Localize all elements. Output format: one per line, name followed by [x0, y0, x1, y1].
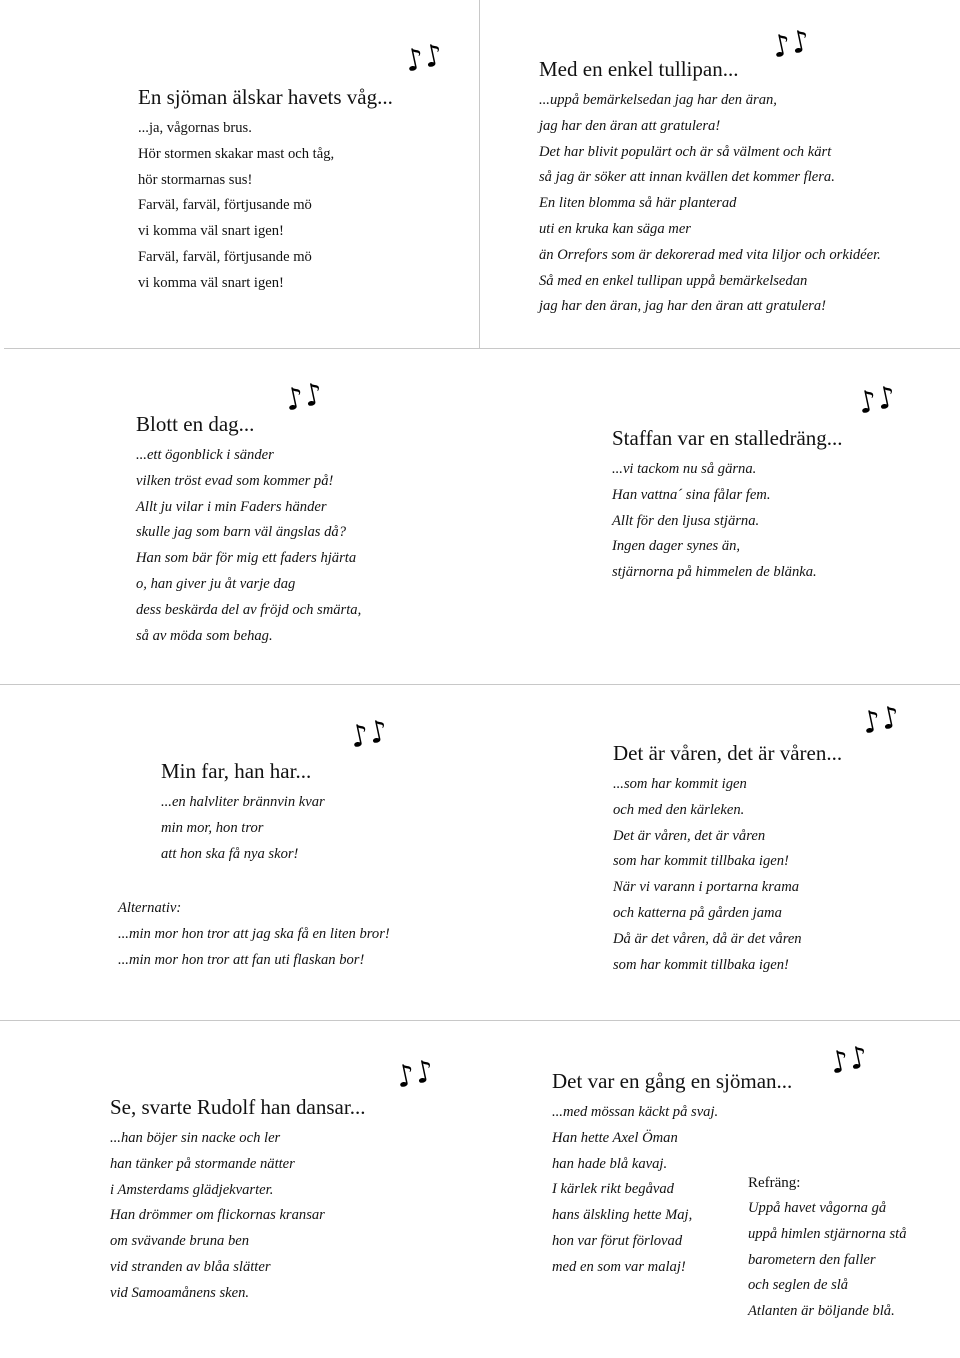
song-line: ...ja, vågornas brus. — [138, 120, 252, 136]
song-line: med en som var malaj! — [552, 1258, 686, 1275]
song-line: Då är det våren, då är det våren — [613, 930, 802, 947]
song-line: så av möda som behag. — [136, 627, 273, 644]
song-line: ...min mor hon tror att fan uti flaskan bor! — [118, 951, 365, 968]
song-line: jag har den äran att gratulera! — [539, 117, 721, 134]
song-title: Med en enkel tullipan... — [539, 57, 739, 81]
song-line: Så med en enkel tullipan uppå bemärkelsedan — [539, 272, 808, 289]
song-lines — [612, 457, 843, 586]
song-line: När vi varann i portarna krama — [613, 879, 800, 896]
song-line: jag har den äran, jag har den äran att gratulera! — [539, 298, 827, 315]
song-line: ...vi tackom nu så gärna. — [612, 461, 757, 477]
song-line: så jag är söker att innan kvällen det kommer flera. — [539, 169, 835, 186]
song-title: Det är våren, det är våren... — [613, 741, 843, 765]
song-line: I kärlek rikt begåvad — [552, 1181, 674, 1198]
music-notes-icon: ♪♪ — [401, 37, 447, 80]
song-line: ...med mössan käckt på svaj. — [552, 1104, 719, 1120]
song-line: Farväl, farväl, förtjusande mö — [138, 248, 312, 265]
song-line: dess beskärda del av fröjd och smärta, — [136, 601, 362, 618]
song-line: och seglen de slå — [748, 1277, 849, 1294]
song-line: ...uppå bemärkelsedan jag har den äran, — [539, 92, 777, 108]
song-card-sjoman — [138, 84, 393, 297]
song-line: än Orrefors som är dekorerad med vita liljor och orkidéer. — [539, 246, 881, 263]
song-line: hon var förut förlovad — [552, 1232, 683, 1249]
alternative-block — [118, 896, 390, 973]
music-notes-icon: ♪♪ — [392, 1053, 438, 1096]
song-line: vid stranden av blåa slätter — [110, 1258, 271, 1275]
song-line: Han drömmer om flickornas kransar — [110, 1207, 325, 1224]
song-line: En liten blomma så här planterad — [539, 195, 737, 212]
song-line: ...ett ögonblick i sänder — [136, 447, 274, 463]
song-line: Han vattna´ sina fålar fem. — [612, 486, 771, 503]
song-line: ...en halvliter brännvin kvar — [161, 794, 325, 810]
alternative-label: Alternativ: — [118, 900, 182, 916]
song-line: och katterna på gården jama — [613, 904, 782, 921]
song-lines — [161, 790, 325, 867]
song-line: som har kommit tillbaka igen! — [613, 853, 789, 870]
song-title: Min far, han har... — [161, 759, 312, 783]
song-line: vi komma väl snart igen! — [138, 223, 284, 240]
song-lines — [136, 443, 361, 649]
song-line: Det har blivit populärt och är så välment och kärt — [539, 143, 832, 160]
song-lines — [110, 1126, 365, 1307]
song-line: ...han böjer sin nacke och ler — [110, 1130, 281, 1146]
song-line: vilken tröst evad som kommer på! — [136, 472, 334, 489]
song-line: ...min mor hon tror att jag ska få en liten bror! — [118, 925, 390, 942]
song-card-varen — [613, 740, 842, 978]
song-line: Farväl, farväl, förtjusande mö — [138, 197, 312, 214]
song-title: Det var en gång en sjöman... — [552, 1069, 793, 1093]
music-notes-icon: ♪♪ — [854, 379, 900, 422]
song-line: Uppå havet vågorna gå — [748, 1200, 887, 1216]
music-notes-icon: ♪♪ — [858, 699, 904, 742]
song-line: Det är våren, det är våren — [613, 827, 766, 844]
song-line: i Amsterdams glädjekvarter. — [110, 1181, 274, 1198]
music-notes-icon: ♪♪ — [768, 23, 814, 66]
song-title: Staffan var en stalledräng... — [612, 426, 843, 450]
song-line: skulle jag som barn väl ängslas då? — [136, 524, 346, 541]
divider-horizontal-1 — [4, 348, 960, 349]
refrain-block — [748, 1170, 907, 1325]
song-line: uppå himlen stjärnorna stå — [748, 1225, 907, 1242]
music-notes-icon: ♪♪ — [281, 376, 327, 419]
song-line: och med den kärleken. — [613, 801, 745, 818]
song-card-staffan — [612, 425, 843, 586]
song-line: Hör stormen skakar mast och tåg, — [138, 145, 335, 162]
refrain-lines — [748, 1196, 907, 1325]
song-line: o, han giver ju åt varje dag — [136, 575, 296, 592]
song-line: Ingen dager synes än, — [612, 538, 741, 555]
music-notes-icon: ♪♪ — [346, 713, 392, 756]
song-line: att hon ska få nya skor! — [161, 845, 299, 862]
song-line: hör stormarnas sus! — [138, 171, 253, 188]
song-line: uti en kruka kan säga mer — [539, 220, 691, 237]
song-line: han tänker på stormande nätter — [110, 1155, 295, 1172]
song-line: hans älskling hette Maj, — [552, 1207, 693, 1224]
song-lines — [613, 772, 842, 978]
refrain-label: Refräng: — [748, 1175, 801, 1191]
song-line: Allt för den ljusa stjärna. — [612, 512, 760, 529]
song-line: stjärnorna på himmelen de blänka. — [612, 564, 817, 581]
song-line: Atlanten är böljande blå. — [748, 1303, 895, 1320]
song-title: En sjöman älskar havets våg... — [138, 85, 393, 109]
song-title: Se, svarte Rudolf han dansar... — [110, 1095, 366, 1119]
song-line: han hade blå kavaj. — [552, 1155, 668, 1172]
song-line: Han som bär för mig ett faders hjärta — [136, 550, 357, 567]
song-card-rudolf — [110, 1094, 365, 1307]
song-title: Blott en dag... — [136, 412, 255, 436]
song-line: min mor, hon tror — [161, 819, 264, 836]
song-line: barometern den faller — [748, 1251, 876, 1268]
song-lines — [138, 116, 393, 297]
music-notes-icon: ♪♪ — [826, 1039, 872, 1082]
song-line: Han hette Axel Öman — [552, 1129, 678, 1146]
alternative-lines — [118, 922, 390, 974]
divider-horizontal-3 — [0, 1020, 960, 1021]
song-line: om svävande bruna ben — [110, 1233, 250, 1250]
song-line: Allt ju vilar i min Faders händer — [136, 498, 327, 515]
song-line: som har kommit tillbaka igen! — [613, 956, 789, 973]
song-card-tullipan — [539, 56, 881, 320]
song-line: vid Samoamånens sken. — [110, 1284, 250, 1301]
song-card-blott — [136, 411, 361, 649]
divider-vertical-top — [479, 0, 480, 348]
song-line: vi komma väl snart igen! — [138, 274, 284, 291]
song-line: ...som har kommit igen — [613, 776, 747, 792]
divider-horizontal-2 — [0, 684, 960, 685]
song-lines — [539, 88, 881, 320]
song-card-minfar — [161, 758, 325, 867]
